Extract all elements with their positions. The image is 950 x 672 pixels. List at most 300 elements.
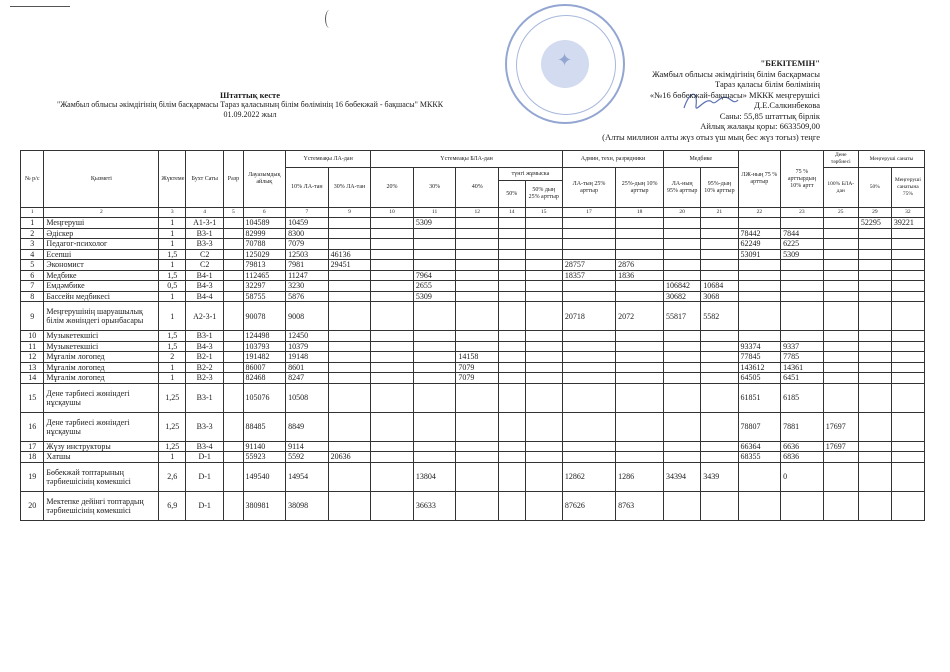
column-number: 11	[413, 208, 456, 218]
cell-inc95	[701, 228, 738, 239]
cell-la10: 38098	[286, 491, 329, 520]
cell-lzh75: 53091	[738, 249, 781, 260]
col-group-la: Үстемеақы ЛА-дан	[286, 151, 371, 168]
cell-la30	[328, 281, 371, 292]
cell-inc95: 3439	[701, 462, 738, 491]
cell-inc75: 6451	[781, 373, 824, 384]
cell-inc75	[781, 291, 824, 302]
cell-grade: D-1	[186, 462, 224, 491]
column-number: 23	[781, 208, 824, 218]
cell-n50	[498, 462, 525, 491]
cell-n50	[498, 270, 525, 281]
cell-inc95	[701, 270, 738, 281]
cell-la95	[664, 331, 701, 342]
cell-p40	[456, 291, 499, 302]
cell-inc75: 0	[781, 462, 824, 491]
col-salary: Лауазымдық айлық	[243, 151, 286, 208]
cell-n50b	[525, 228, 562, 239]
cell-p30	[413, 228, 456, 239]
cell-lainc	[562, 341, 615, 352]
cell-p20	[371, 228, 414, 239]
col-rate: Жүктеме	[159, 151, 186, 208]
cell-grade: D-1	[186, 491, 224, 520]
table-row	[21, 239, 925, 250]
cell-grade: В2-3	[186, 373, 224, 384]
cell-rate: 1,5	[159, 270, 186, 281]
cell-salary: 124498	[243, 331, 286, 342]
approval-line: Тараз қаласы білім бөлімінің	[714, 79, 820, 89]
cell-lainc: 87626	[562, 491, 615, 520]
cell-no: 17	[21, 441, 44, 452]
cell-pe	[823, 249, 858, 260]
cell-name: Дене тәрбиесі жөніндегі нұсқаушы	[44, 383, 159, 412]
cell-inc95	[701, 491, 738, 520]
cell-name: Медбике	[44, 270, 159, 281]
cell-n50b	[525, 281, 562, 292]
cell-lainc	[562, 352, 615, 363]
cell-h75	[891, 352, 924, 363]
cell-p40	[456, 281, 499, 292]
cell-he	[858, 239, 891, 250]
cell-rate: 1,5	[159, 331, 186, 342]
cell-salary: 88485	[243, 412, 286, 441]
approval-signer: Д.Е.Салкинбекова	[754, 100, 820, 110]
staffing-table	[20, 150, 925, 521]
cell-lainc	[562, 383, 615, 412]
cell-p20	[371, 362, 414, 373]
col-position: Қызметі	[44, 151, 159, 208]
column-number: 32	[891, 208, 924, 218]
cell-lainc	[562, 249, 615, 260]
cell-p20	[371, 383, 414, 412]
staff-count: Саны: 55,85 штаттық бірлік	[719, 110, 820, 121]
cell-h75	[891, 452, 924, 463]
cell-la30	[328, 302, 371, 331]
cell-p40	[456, 249, 499, 260]
cell-pe	[823, 239, 858, 250]
table-row	[21, 452, 925, 463]
cell-la30	[328, 270, 371, 281]
cell-p20	[371, 341, 414, 352]
cell-la30	[328, 462, 371, 491]
cell-rate: 1	[159, 239, 186, 250]
cell-rate: 1,5	[159, 249, 186, 260]
document-header	[40, 90, 460, 120]
cell-la30	[328, 412, 371, 441]
cell-rate: 1	[159, 452, 186, 463]
cell-inc95	[701, 218, 738, 229]
cell-pe: 17697	[823, 412, 858, 441]
cell-he	[858, 249, 891, 260]
cell-n50b	[525, 302, 562, 331]
cell-no: 4	[21, 249, 44, 260]
cell-inc75	[781, 331, 824, 342]
cell-no: 20	[21, 491, 44, 520]
table-row	[21, 362, 925, 373]
cell-n50	[498, 452, 525, 463]
column-number: 21	[701, 208, 738, 218]
cell-level	[224, 291, 243, 302]
cell-h75	[891, 270, 924, 281]
approval-line: Жамбыл облысы әкімдігінің білім басқармасы	[652, 68, 820, 79]
document-date: 01.09.2022 жыл	[223, 110, 277, 119]
cell-p20	[371, 302, 414, 331]
column-number: 6	[243, 208, 286, 218]
cell-p30	[413, 383, 456, 412]
cell-name: Әдіскер	[44, 228, 159, 239]
cell-lzh75: 143612	[738, 362, 781, 373]
cell-lainc	[562, 373, 615, 384]
cell-grade: В3-4	[186, 441, 224, 452]
cell-no: 18	[21, 452, 44, 463]
cell-la95	[664, 260, 701, 271]
cell-la30	[328, 362, 371, 373]
cell-la30	[328, 373, 371, 384]
cell-inc95	[701, 383, 738, 412]
cell-h75	[891, 373, 924, 384]
cell-no: 2	[21, 228, 44, 239]
col-group-admin: Админ, техн, разрядники	[562, 151, 663, 168]
cell-level	[224, 452, 243, 463]
cell-level	[224, 491, 243, 520]
cell-he	[858, 341, 891, 352]
cell-pe	[823, 228, 858, 239]
cell-inc25: 2876	[616, 260, 664, 271]
cell-grade: С2	[186, 249, 224, 260]
cell-p30	[413, 441, 456, 452]
cell-no: 3	[21, 239, 44, 250]
cell-la95	[664, 383, 701, 412]
column-number: 5	[224, 208, 243, 218]
cell-la30	[328, 383, 371, 412]
cell-p30	[413, 412, 456, 441]
cell-inc75: 14361	[781, 362, 824, 373]
table-row	[21, 352, 925, 363]
cell-p40	[456, 228, 499, 239]
col-bla100: 100% БЛА-дан	[823, 168, 858, 208]
cell-n50	[498, 491, 525, 520]
col-level: Разр	[224, 151, 243, 208]
cell-no: 13	[21, 362, 44, 373]
payroll-fund: Айлық жалақы қоры: 6633509,00	[700, 121, 820, 131]
cell-p30	[413, 452, 456, 463]
cell-lzh75	[738, 260, 781, 271]
cell-la95	[664, 373, 701, 384]
column-number: 22	[738, 208, 781, 218]
cell-salary: 105076	[243, 383, 286, 412]
cell-inc75	[781, 281, 824, 292]
cell-n50	[498, 362, 525, 373]
cell-pe	[823, 462, 858, 491]
cell-p20	[371, 412, 414, 441]
cell-lainc	[562, 239, 615, 250]
cell-lzh75	[738, 281, 781, 292]
cell-h75	[891, 491, 924, 520]
table-row	[21, 491, 925, 520]
cell-grade: А2-3-1	[186, 302, 224, 331]
column-number: 3	[159, 208, 186, 218]
table-row	[21, 249, 925, 260]
cell-inc75: 5309	[781, 249, 824, 260]
cell-lzh75	[738, 291, 781, 302]
cell-h75	[891, 331, 924, 342]
approval-line: «№16 бөбекжай-бақшасы» МККК меңгерушісі	[649, 89, 820, 100]
col-p50c: 50%	[858, 168, 891, 208]
cell-n50	[498, 352, 525, 363]
cell-p30: 7964	[413, 270, 456, 281]
cell-la95: 34394	[664, 462, 701, 491]
cell-he	[858, 373, 891, 384]
cell-h75	[891, 249, 924, 260]
cell-name: Бассейн медбикесі	[44, 291, 159, 302]
cell-grade: В4-3	[186, 281, 224, 292]
cell-n50b	[525, 412, 562, 441]
col-head75: Меңгеруші санатына 75%	[891, 168, 924, 208]
cell-rate: 1	[159, 260, 186, 271]
cell-inc75	[781, 270, 824, 281]
table-row	[21, 383, 925, 412]
cell-level	[224, 383, 243, 412]
cell-name: Меңгерушінің шаруашылық білім жөніндегі орынбасары	[44, 302, 159, 331]
cell-pe	[823, 341, 858, 352]
table-row	[21, 270, 925, 281]
col-p20: 20%	[371, 168, 414, 208]
table-row	[21, 341, 925, 352]
cell-inc25: 8763	[616, 491, 664, 520]
cell-la30	[328, 491, 371, 520]
cell-p20	[371, 239, 414, 250]
cell-level	[224, 260, 243, 271]
cell-la30: 29451	[328, 260, 371, 271]
cell-n50	[498, 249, 525, 260]
column-number: 17	[562, 208, 615, 218]
cell-h75: 39221	[891, 218, 924, 229]
cell-level	[224, 331, 243, 342]
cell-name: Есепші	[44, 249, 159, 260]
cell-he	[858, 270, 891, 281]
cell-n50b	[525, 249, 562, 260]
cell-h75	[891, 441, 924, 452]
cell-p40	[456, 218, 499, 229]
cell-p40	[456, 462, 499, 491]
cell-p40	[456, 383, 499, 412]
cell-p30	[413, 352, 456, 363]
cell-la10: 5876	[286, 291, 329, 302]
cell-lzh75	[738, 331, 781, 342]
cell-la30: 46136	[328, 249, 371, 260]
cell-salary: 104589	[243, 218, 286, 229]
cell-lainc	[562, 228, 615, 239]
cell-p20	[371, 249, 414, 260]
cell-la10: 8601	[286, 362, 329, 373]
cell-n50b	[525, 291, 562, 302]
cell-p40: 7079	[456, 373, 499, 384]
cell-inc95	[701, 441, 738, 452]
cell-lzh75: 78442	[738, 228, 781, 239]
cell-salary: 90078	[243, 302, 286, 331]
cell-n50	[498, 412, 525, 441]
cell-grade: В4-4	[186, 291, 224, 302]
col-inc95: 95%-дың 10% арттыр	[701, 168, 738, 208]
cell-grade: В3-3	[186, 239, 224, 250]
table-row	[21, 281, 925, 292]
cell-inc95	[701, 260, 738, 271]
cell-he	[858, 452, 891, 463]
cell-p20	[371, 218, 414, 229]
cell-salary: 86007	[243, 362, 286, 373]
cell-lzh75	[738, 270, 781, 281]
cell-n50b	[525, 331, 562, 342]
cell-la95	[664, 270, 701, 281]
cell-inc25	[616, 249, 664, 260]
cell-grade: В3-3	[186, 412, 224, 441]
cell-no: 7	[21, 281, 44, 292]
column-number: 29	[858, 208, 891, 218]
column-number: 15	[525, 208, 562, 218]
cell-level	[224, 441, 243, 452]
cell-lzh75: 77845	[738, 352, 781, 363]
cell-p40: 14158	[456, 352, 499, 363]
cell-pe	[823, 291, 858, 302]
cell-la10: 19148	[286, 352, 329, 363]
cell-la10: 8247	[286, 373, 329, 384]
cell-p40	[456, 341, 499, 352]
cell-p20	[371, 491, 414, 520]
cell-level	[224, 281, 243, 292]
document-title: Штаттық кесте	[220, 90, 280, 100]
cell-h75	[891, 302, 924, 331]
cell-lainc	[562, 218, 615, 229]
cell-name: Музыкетекшісі	[44, 341, 159, 352]
cell-la10: 14954	[286, 462, 329, 491]
cell-n50	[498, 291, 525, 302]
cell-rate: 1	[159, 291, 186, 302]
cell-lainc: 20718	[562, 302, 615, 331]
cell-name: Меңгеруші	[44, 218, 159, 229]
col-inc25: 25%-дың 10% арттыр	[616, 168, 664, 208]
cell-la30	[328, 331, 371, 342]
cell-p40	[456, 412, 499, 441]
cell-level	[224, 373, 243, 384]
cell-p40	[456, 491, 499, 520]
cell-grade: В2-1	[186, 352, 224, 363]
cell-la10: 8300	[286, 228, 329, 239]
col-p40: 40%	[456, 168, 499, 208]
cell-he	[858, 281, 891, 292]
cell-inc25	[616, 341, 664, 352]
cell-p30	[413, 239, 456, 250]
cell-he	[858, 362, 891, 373]
cell-lainc: 12862	[562, 462, 615, 491]
cell-p20	[371, 260, 414, 271]
cell-inc75: 7785	[781, 352, 824, 363]
cell-n50b	[525, 239, 562, 250]
cell-la10: 9114	[286, 441, 329, 452]
cell-inc95	[701, 412, 738, 441]
cell-inc25	[616, 373, 664, 384]
cell-la95	[664, 491, 701, 520]
table-row	[21, 260, 925, 271]
cell-la95	[664, 228, 701, 239]
cell-rate: 1	[159, 373, 186, 384]
cell-no: 8	[21, 291, 44, 302]
column-number: 20	[664, 208, 701, 218]
cell-grade: D-1	[186, 452, 224, 463]
cell-no: 15	[21, 383, 44, 412]
cell-n50	[498, 228, 525, 239]
organization-name: "Жамбыл облысы әкімдігінің білім басқармасы Тараз қаласының білім бөлімінің 16 бөбекжай - бақшасы" МККК	[56, 100, 444, 109]
cell-level	[224, 228, 243, 239]
cell-h75	[891, 291, 924, 302]
cell-grade: В4-3	[186, 341, 224, 352]
cell-p30: 5309	[413, 218, 456, 229]
cell-la95	[664, 249, 701, 260]
cell-name: Мұғалім логопед	[44, 352, 159, 363]
col-la10: 10% ЛА-тан	[286, 168, 329, 208]
cell-n50	[498, 441, 525, 452]
cell-n50	[498, 373, 525, 384]
approval-block	[560, 58, 820, 142]
cell-no: 12	[21, 352, 44, 363]
cell-la95	[664, 412, 701, 441]
cell-grade: А1-3-1	[186, 218, 224, 229]
column-number-row	[21, 208, 925, 218]
cell-lzh75: 62249	[738, 239, 781, 250]
table-row	[21, 331, 925, 342]
cell-lainc	[562, 362, 615, 373]
cell-p30: 13804	[413, 462, 456, 491]
cell-inc75: 9337	[781, 341, 824, 352]
cell-p30	[413, 373, 456, 384]
cell-salary: 191482	[243, 352, 286, 363]
cell-grade: В3-1	[186, 331, 224, 342]
cell-la95: 30682	[664, 291, 701, 302]
cell-no: 11	[21, 341, 44, 352]
cell-la30	[328, 352, 371, 363]
cell-pe	[823, 218, 858, 229]
column-number: 12	[456, 208, 499, 218]
cell-he	[858, 491, 891, 520]
cell-n50	[498, 383, 525, 412]
cell-no: 1	[21, 218, 44, 229]
cell-lzh75: 64505	[738, 373, 781, 384]
col-p30: 30%	[413, 168, 456, 208]
cell-pe	[823, 452, 858, 463]
cell-la10: 8849	[286, 412, 329, 441]
cell-salary: 125029	[243, 249, 286, 260]
cell-p30	[413, 260, 456, 271]
cell-p40: 7079	[456, 362, 499, 373]
cell-salary: 380981	[243, 491, 286, 520]
cell-pe	[823, 270, 858, 281]
cell-n50	[498, 302, 525, 331]
cell-inc25: 1836	[616, 270, 664, 281]
cell-no: 5	[21, 260, 44, 271]
cell-no: 14	[21, 373, 44, 384]
cell-la30	[328, 239, 371, 250]
cell-he: 52295	[858, 218, 891, 229]
cell-inc25	[616, 352, 664, 363]
cell-inc25	[616, 452, 664, 463]
cell-inc25	[616, 441, 664, 452]
cell-lzh75	[738, 491, 781, 520]
cell-h75	[891, 260, 924, 271]
cell-inc95	[701, 249, 738, 260]
cell-pe	[823, 260, 858, 271]
cell-salary: 58755	[243, 291, 286, 302]
cell-pe	[823, 373, 858, 384]
cell-p30: 36633	[413, 491, 456, 520]
